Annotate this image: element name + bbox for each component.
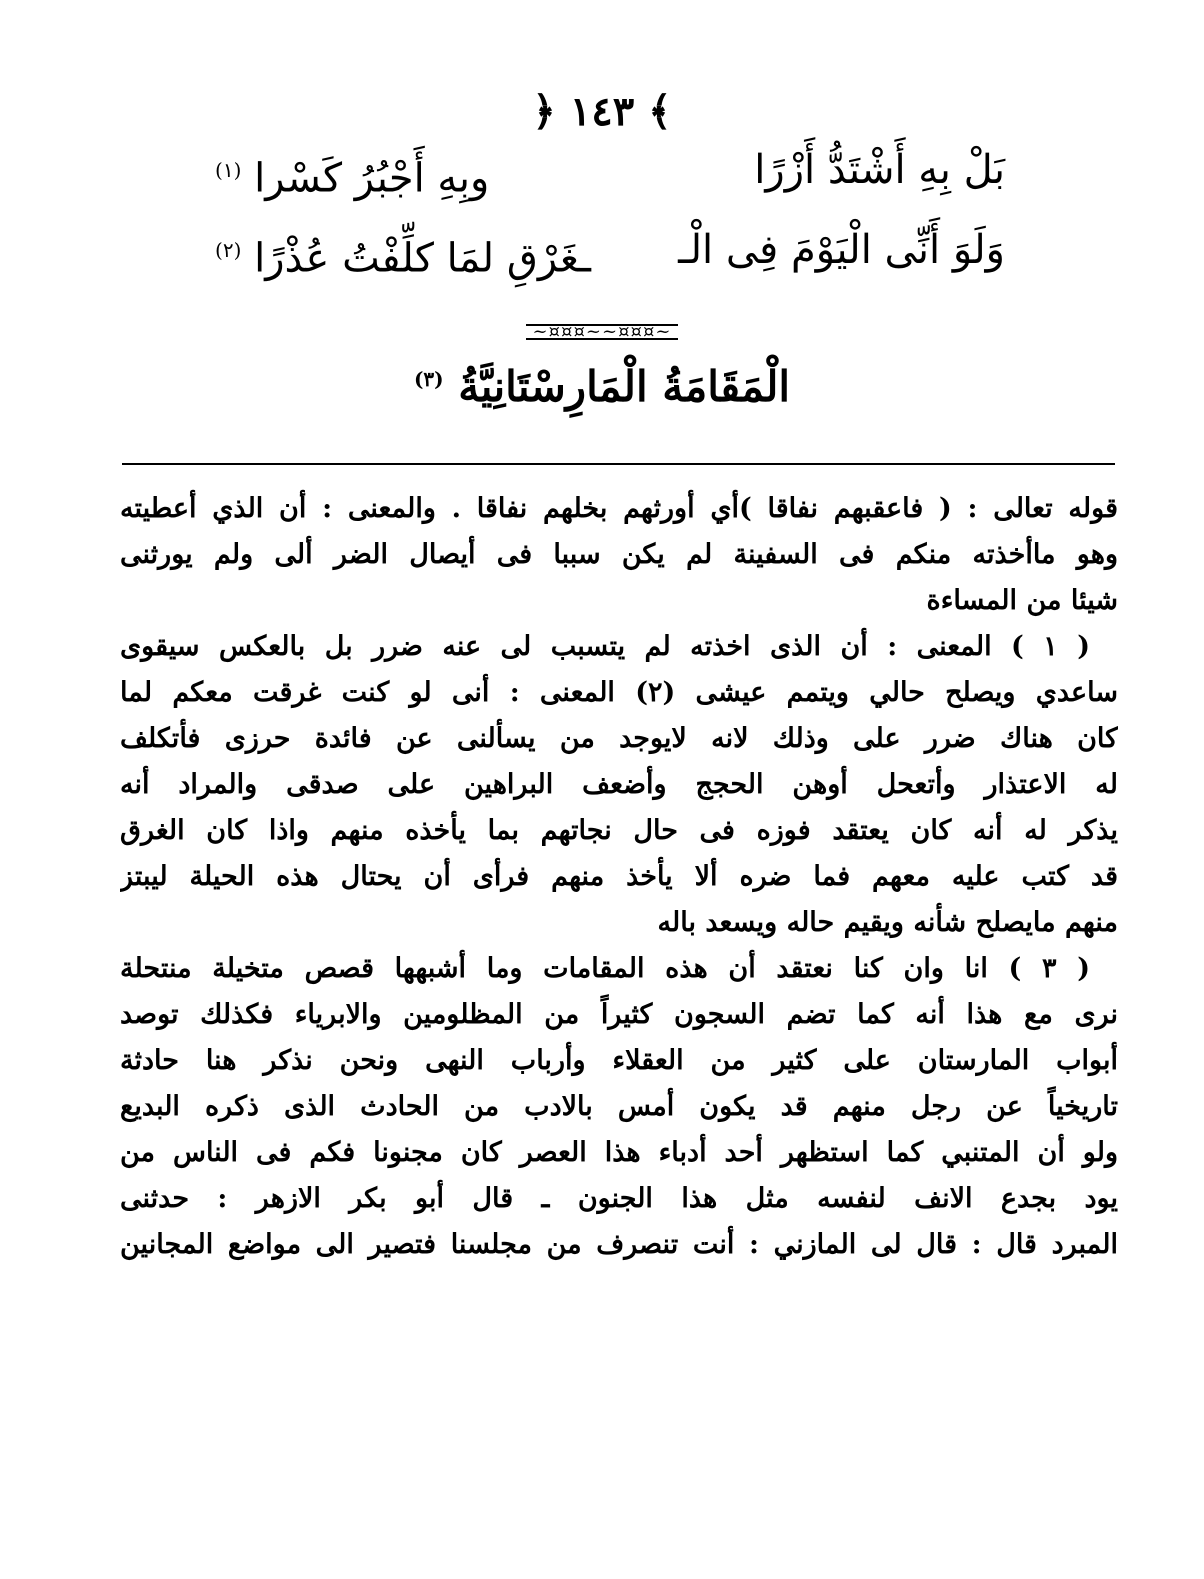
maqama-title-text: الْمَقَامَةُ الْمَارِسْتَانِيَّةُ bbox=[458, 362, 791, 411]
verse-1-second-hemistich-text: وبِهِ أَجْبُرُ كَسْرا bbox=[254, 155, 490, 202]
footnote-line: ( ٣ ) انا وان كنا نعتقد أن هذه المقامات وما أشبهها قصص متخيلة منتحلة bbox=[120, 953, 1090, 984]
footnotes-block bbox=[120, 486, 1118, 1268]
maqama-title bbox=[0, 362, 1204, 411]
verse-line-1 bbox=[215, 140, 1005, 200]
verse-line-2 bbox=[215, 220, 1005, 280]
verse-2-second-hemistich bbox=[215, 220, 591, 288]
footnote-line: أبواب المارستان على كثير من العقلاء وأرباب النهى ونحن نذكر هنا حادثة bbox=[120, 1045, 1118, 1076]
footnote-line: يود بجدع الانف لنفسه مثل هذا الجنون ـ قال أبو بكر الازهر : حدثنى bbox=[120, 1183, 1118, 1214]
footnote-line: ( ١ ) المعنى : أن الذى اخذته لم يتسبب لى عنه ضرر بل بالعكس سيقوى bbox=[120, 631, 1090, 662]
verse-2-first-hemistich: وَلَوَ أَنِّى الْيَوْمَ فِى الْـ bbox=[678, 227, 1005, 273]
verse-1-second-hemistich bbox=[215, 140, 489, 208]
footnote-line: ساعدي ويصلح حالي ويتمم عيشى (٢) المعنى : أنى لو كنت غرقت معكم لما bbox=[120, 677, 1118, 708]
section-ornament bbox=[0, 318, 1204, 343]
footnote-line: قد كتب عليه معهم فما ضره ألا يأخذ منهم فرأى أن يحتال هذه الحيلة ليبتز bbox=[120, 861, 1118, 892]
footnote-line: له الاعتذار وأتعحل أوهن الحجج وأضعف البراهين على صدقى والمراد أنه bbox=[120, 769, 1118, 800]
verse-1-note-ref: (١) bbox=[215, 158, 242, 182]
footnote-line: وهو ماأخذته منكم فى السفينة لم يكن سببا فى أيصال الضر ألى ولم يورثنى bbox=[120, 539, 1118, 570]
verse-1-first-hemistich: بَلْ بِهِ أَشْتَدُّ أَزْرًا bbox=[754, 147, 1005, 193]
footnote-line: يذكر له أنه كان يعتقد فوزه فى حال نجاتهم بما يأخذه منهم واذا كان الغرق bbox=[120, 815, 1118, 846]
footnote-line: شيئا من المساءة bbox=[926, 585, 1118, 616]
ornament-glyphs: ~¤¤¤~~¤¤¤~ bbox=[526, 324, 677, 340]
verse-2-second-hemistich-text: ـغَرْقِ لمَا كلِّفْتُ عُذْرًا bbox=[254, 235, 591, 282]
verse-2-note-ref: (٢) bbox=[215, 238, 242, 262]
footnote-line: قوله تعالى : ( فاعقبهم نفاقا )أي أورثهم بخلهم نفاقا . والمعنى : أن الذي أعطيته bbox=[120, 493, 1118, 524]
page-number: ﴿ ١٤٣ ﴾ bbox=[532, 88, 672, 135]
footnote-line: ولو أن المتنبي كما استظهر أحد أدباء هذا العصر كان مجنونا فكم فى الناس من bbox=[120, 1137, 1118, 1168]
footnote-line: منهم مايصلح شأنه ويقيم حاله ويسعد باله bbox=[657, 907, 1118, 938]
footnote-line: كان هناك ضرر على وذلك لانه لايوجد من يسألنى عن فائدة حرزى فأتكلف bbox=[120, 723, 1118, 754]
footnote-line: نرى مع هذا أنه كما تضم السجون كثيراً من المظلومين والابرياء فكذلك توصد bbox=[120, 999, 1118, 1030]
footnote-separator bbox=[122, 463, 1115, 465]
footnote-line: المبرد قال : قال لى المازني : أنت تنصرف من مجلسنا فتصير الى مواضع المجانين bbox=[120, 1229, 1118, 1260]
title-note-ref: (٣) bbox=[413, 367, 444, 391]
footnote-line: تاريخياً عن رجل منهم قد يكون أمس بالادب من الحادث الذى ذكره البديع bbox=[120, 1091, 1118, 1122]
